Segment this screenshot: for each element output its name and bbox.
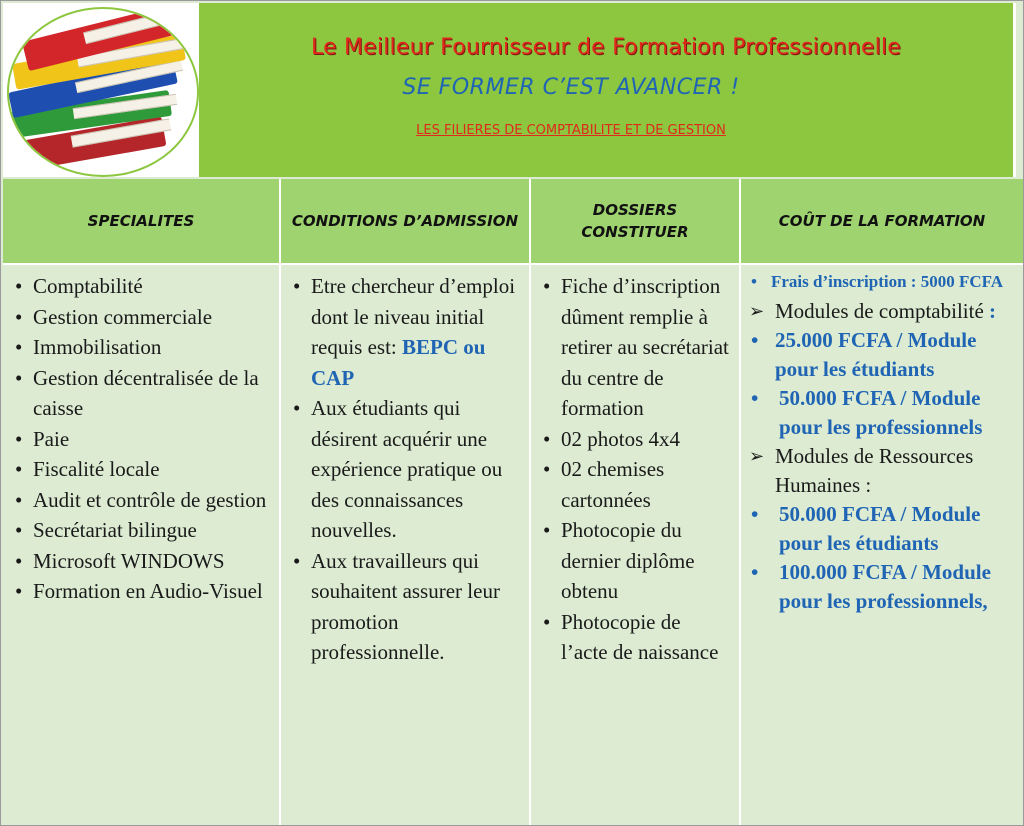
- list-item: • Photocopie du dernier diplôme obtenu: [535, 515, 731, 607]
- list-item: • Gestion commerciale: [7, 302, 273, 333]
- list-item: • 02 chemises cartonnées: [535, 454, 731, 515]
- header-conditions-label: CONDITIONS D’ADMISSION: [291, 212, 519, 230]
- list-item: • Gestion décentralisée de la caisse: [7, 363, 273, 424]
- compta-pros-price: 50.000 FCFA / Module pour les professionnels: [779, 386, 983, 439]
- specialites-list: [7, 271, 273, 607]
- column-cout: [741, 265, 1023, 825]
- list-item: • Comptabilité: [7, 271, 273, 302]
- condition-highlight: BEPC ou CAP: [311, 335, 486, 390]
- header-cout-label: COÛT DE LA FORMATION: [778, 212, 986, 230]
- list-item: • 02 photos 4x4: [535, 424, 731, 455]
- list-item: • Aux étudiants qui désirent acquérir une expérience pratique ou des connaissances nouvelles.: [285, 393, 519, 546]
- condition-text: Etre chercheur d’emploi dont le niveau initial requis est:: [311, 274, 516, 359]
- frais-inscription: Frais d’inscription : 5000 FCFA: [771, 272, 1004, 291]
- list-item: [743, 558, 1019, 616]
- banner-subheading: LES FILIERES DE COMPTABILITE ET DE GESTION: [416, 123, 726, 138]
- compta-etudiants-price: 25.000 FCFA / Module pour les étudiants: [775, 328, 977, 381]
- header-dossiers-label-2: CONSTITUER: [581, 223, 689, 241]
- modules-compta-label: Modules de comptabilité: [775, 299, 984, 323]
- books-stack-icon: [7, 7, 199, 177]
- header-specialites-label: SPECIALITES: [87, 212, 195, 230]
- list-item: • Fiscalité locale: [7, 454, 273, 485]
- header-dossiers-label-1: DOSSIERS: [592, 201, 678, 219]
- column-dossiers: [531, 265, 741, 825]
- list-item: [743, 271, 1019, 293]
- column-specialites: [3, 265, 281, 825]
- list-item: • Secrétariat bilingue: [7, 515, 273, 546]
- list-item: • Audit et contrôle de gestion: [7, 485, 273, 516]
- list-item: [743, 500, 1019, 558]
- dossiers-list: [535, 271, 731, 668]
- list-item: • Formation en Audio-Visuel: [7, 576, 273, 607]
- conditions-list: [285, 271, 519, 668]
- list-item: • Immobilisation: [7, 332, 273, 363]
- banner-title: Le Meilleur Fournisseur de Formation Professionnelle: [311, 35, 901, 60]
- header-specialites: [3, 179, 281, 263]
- list-item: [743, 326, 1019, 384]
- header-conditions: [281, 179, 531, 263]
- column-conditions: [281, 265, 531, 825]
- logo: [3, 3, 199, 177]
- modules-rh-label: Modules de Ressources Humaines :: [775, 444, 974, 497]
- banner-slogan: SE FORMER C’EST AVANCER !: [402, 75, 740, 100]
- list-item: • Photocopie de l’acte de naissance: [535, 607, 731, 668]
- list-item: [743, 297, 1019, 326]
- rh-etudiants-price: 50.000 FCFA / Module pour les étudiants: [779, 502, 981, 555]
- header-dossiers: [531, 179, 741, 263]
- list-item: • Paie: [7, 424, 273, 455]
- list-item: • Fiche d’inscription dûment remplie à retirer au secrétariat du centre de formation: [535, 271, 731, 424]
- list-item: • Aux travailleurs qui souhaitent assurer leur promotion professionnelle.: [285, 546, 519, 668]
- header-cout: [741, 179, 1023, 263]
- list-item: [285, 271, 519, 393]
- rh-pros-price: 100.000 FCFA / Module pour les professionnels,: [779, 560, 991, 613]
- list-item: • Microsoft WINDOWS: [7, 546, 273, 577]
- modules-compta-colon: :: [983, 299, 997, 323]
- list-item: [743, 442, 1019, 500]
- list-item: [743, 384, 1019, 442]
